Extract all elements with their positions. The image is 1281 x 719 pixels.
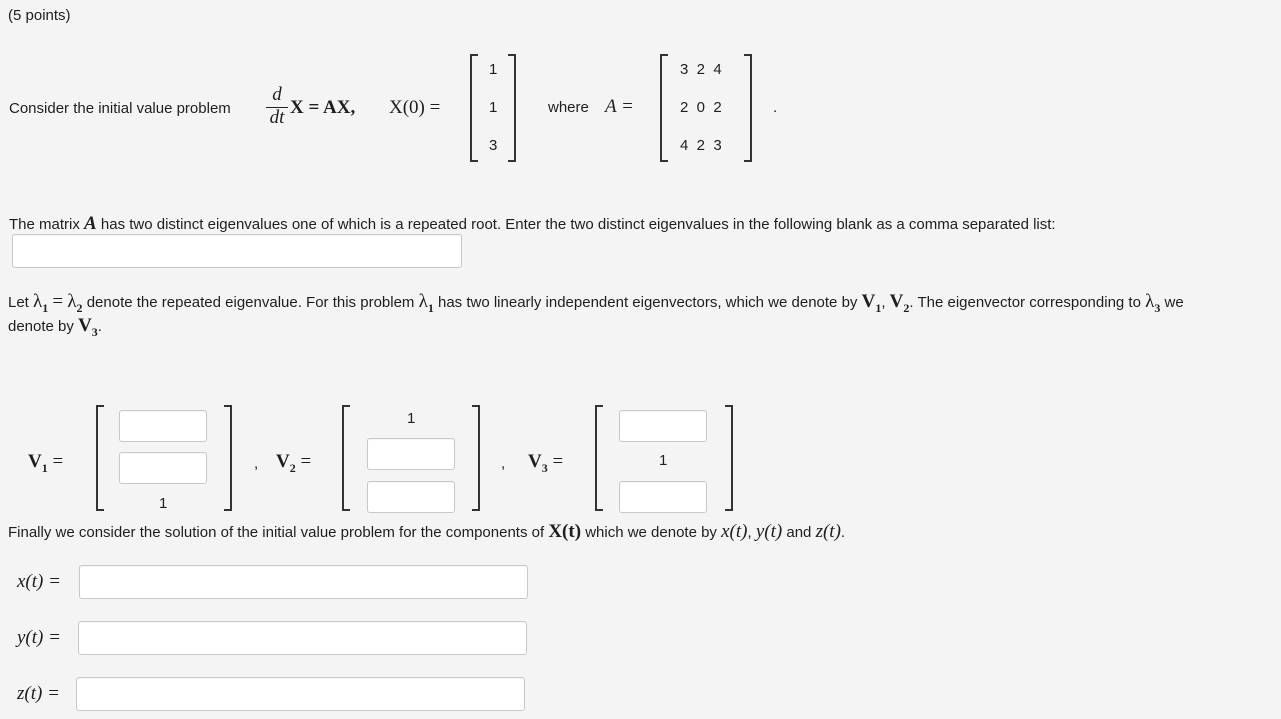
y-solution-label: y(t) =: [17, 627, 61, 648]
matrix-a-row-2: 2 0 2: [680, 99, 722, 116]
v2-entry-1: 1: [407, 410, 416, 427]
x0-entry-3: 3: [489, 137, 498, 154]
lambda-2-symbol: λ: [67, 291, 77, 312]
q2-text-a: denote the repeated eigenvalue. For this problem: [86, 294, 415, 311]
v-separator-1: ,: [254, 455, 259, 472]
frac-numerator: d: [272, 84, 282, 105]
v1-eq: =: [52, 451, 64, 472]
v3-label-symbol: V: [528, 451, 542, 472]
v2-inline-sub: 2: [903, 300, 910, 315]
a-equals: A =: [605, 96, 634, 117]
v3-eq: =: [552, 451, 564, 472]
repeated-eigenvalue-text-line2: [8, 315, 102, 340]
v1-inline: [861, 291, 882, 315]
v3-label-sub: 3: [541, 460, 548, 475]
v-separator-2: ,: [501, 455, 506, 472]
q2-let: Let: [8, 294, 29, 311]
lambda-1-symbol: λ: [33, 291, 43, 312]
v2-label-sub: 2: [289, 460, 296, 475]
v1-label-sub: 1: [41, 460, 48, 475]
final-y-component: y(t): [755, 521, 783, 542]
v3-entry-2: 1: [659, 452, 668, 469]
v3-inline-sub: 3: [91, 324, 98, 339]
q2-text-c: . The eigenvector corresponding to: [909, 294, 1141, 311]
v1-entry-1-input[interactable]: [119, 410, 207, 442]
lambda-1-again: [418, 291, 434, 315]
v3-label: [528, 451, 563, 476]
v3-inline: [78, 315, 98, 339]
v1-inline-symbol: V: [861, 291, 876, 312]
initial-condition-label: [389, 97, 440, 119]
final-solution-text: [8, 521, 845, 543]
lambda-1-again-symbol: λ: [418, 291, 428, 312]
lambda-2: [67, 291, 83, 315]
q2-text-b: has two linearly independent eigenvectors, which we denote by: [437, 294, 858, 311]
v1-entry-3: 1: [159, 495, 168, 512]
v1-label: [28, 451, 63, 476]
v2-entry-3-input[interactable]: [367, 481, 455, 513]
lambda-1: [33, 291, 49, 315]
v3-entry-1-input[interactable]: [619, 410, 707, 442]
where-label: where: [548, 99, 589, 116]
final-x-component: x(t): [721, 521, 748, 542]
matrix-a-right-bracket: [744, 54, 752, 162]
lambda-3-sub: 3: [1154, 300, 1161, 315]
ivp-period: .: [773, 99, 778, 116]
x-solution-label: x(t) =: [17, 571, 61, 592]
q1-text-a: The matrix: [9, 216, 80, 233]
v3-entry-3-input[interactable]: [619, 481, 707, 513]
q2-eq: =: [52, 291, 64, 312]
repeated-eigenvalue-text: [8, 291, 1184, 316]
z-solution-input[interactable]: [76, 677, 525, 711]
v1-label-symbol: V: [28, 451, 42, 472]
x0-entry-1: 1: [489, 61, 498, 78]
v2-eq: =: [300, 451, 312, 472]
v3-left-bracket: [595, 405, 603, 511]
final-z-component: z(t): [815, 521, 841, 542]
x0-text: X(0) =: [389, 97, 441, 118]
v2-entry-2-input[interactable]: [367, 438, 455, 470]
v1-right-bracket: [224, 405, 232, 511]
v2-inline-symbol: V: [889, 291, 904, 312]
eigenvalue-question: [9, 213, 1056, 235]
q2-text-d: we: [1164, 294, 1184, 311]
v3-right-bracket: [725, 405, 733, 511]
matrix-a-row-1: 3 2 4: [680, 61, 722, 78]
lambda-3-symbol: λ: [1145, 291, 1155, 312]
final-text-a: Finally we consider the solution of the initial value problem for the components of: [8, 524, 545, 541]
v2-label-symbol: V: [276, 451, 290, 472]
v1-left-bracket: [96, 405, 104, 511]
final-text-b: which we denote by: [585, 524, 717, 541]
y-solution-input[interactable]: [78, 621, 527, 655]
final-xt-symbol: [548, 521, 581, 542]
final-and: and: [786, 524, 812, 541]
final-comma: ,: [747, 524, 752, 541]
x0-right-bracket: [508, 54, 516, 162]
lambda-1-again-sub: 1: [427, 300, 434, 315]
matrix-a-left-bracket: [660, 54, 668, 162]
eigenvalues-input[interactable]: [12, 234, 462, 268]
lambda-1-sub: 1: [42, 300, 49, 315]
ode-equation-text: X = AX,: [290, 97, 356, 118]
q2-period: .: [97, 318, 102, 335]
v2-inline: [889, 291, 910, 315]
lambda-2-sub: 2: [76, 300, 83, 315]
x0-entry-2: 1: [489, 99, 498, 116]
v2-left-bracket: [342, 405, 350, 511]
final-period: .: [840, 524, 846, 541]
matrix-a-row-3: 4 2 3: [680, 137, 722, 154]
v2-label: [276, 451, 311, 476]
q2-comma: ,: [881, 294, 886, 311]
final-xt-symbol-text: X(t): [548, 521, 582, 542]
v2-right-bracket: [472, 405, 480, 511]
v3-inline-symbol: V: [78, 315, 92, 336]
ivp-intro: Consider the initial value problem: [9, 100, 231, 117]
q1-matrix-symbol: A: [84, 213, 97, 234]
ode-equation: [290, 97, 355, 119]
x-solution-input[interactable]: [79, 565, 528, 599]
q1-text-b: has two distinct eigenvalues one of which is a repeated root. Enter the two distinct eigenvalues in the following blank as a comma separated list:: [100, 216, 1056, 233]
v1-entry-2-input[interactable]: [119, 452, 207, 484]
lambda-3: [1145, 291, 1161, 315]
v1-inline-sub: 1: [875, 300, 882, 315]
q2-text-e: denote by: [8, 318, 74, 335]
points-label: (5 points): [8, 7, 71, 24]
z-solution-label: z(t) =: [17, 683, 60, 704]
frac-denominator: dt: [269, 107, 285, 128]
x0-left-bracket: [470, 54, 478, 162]
